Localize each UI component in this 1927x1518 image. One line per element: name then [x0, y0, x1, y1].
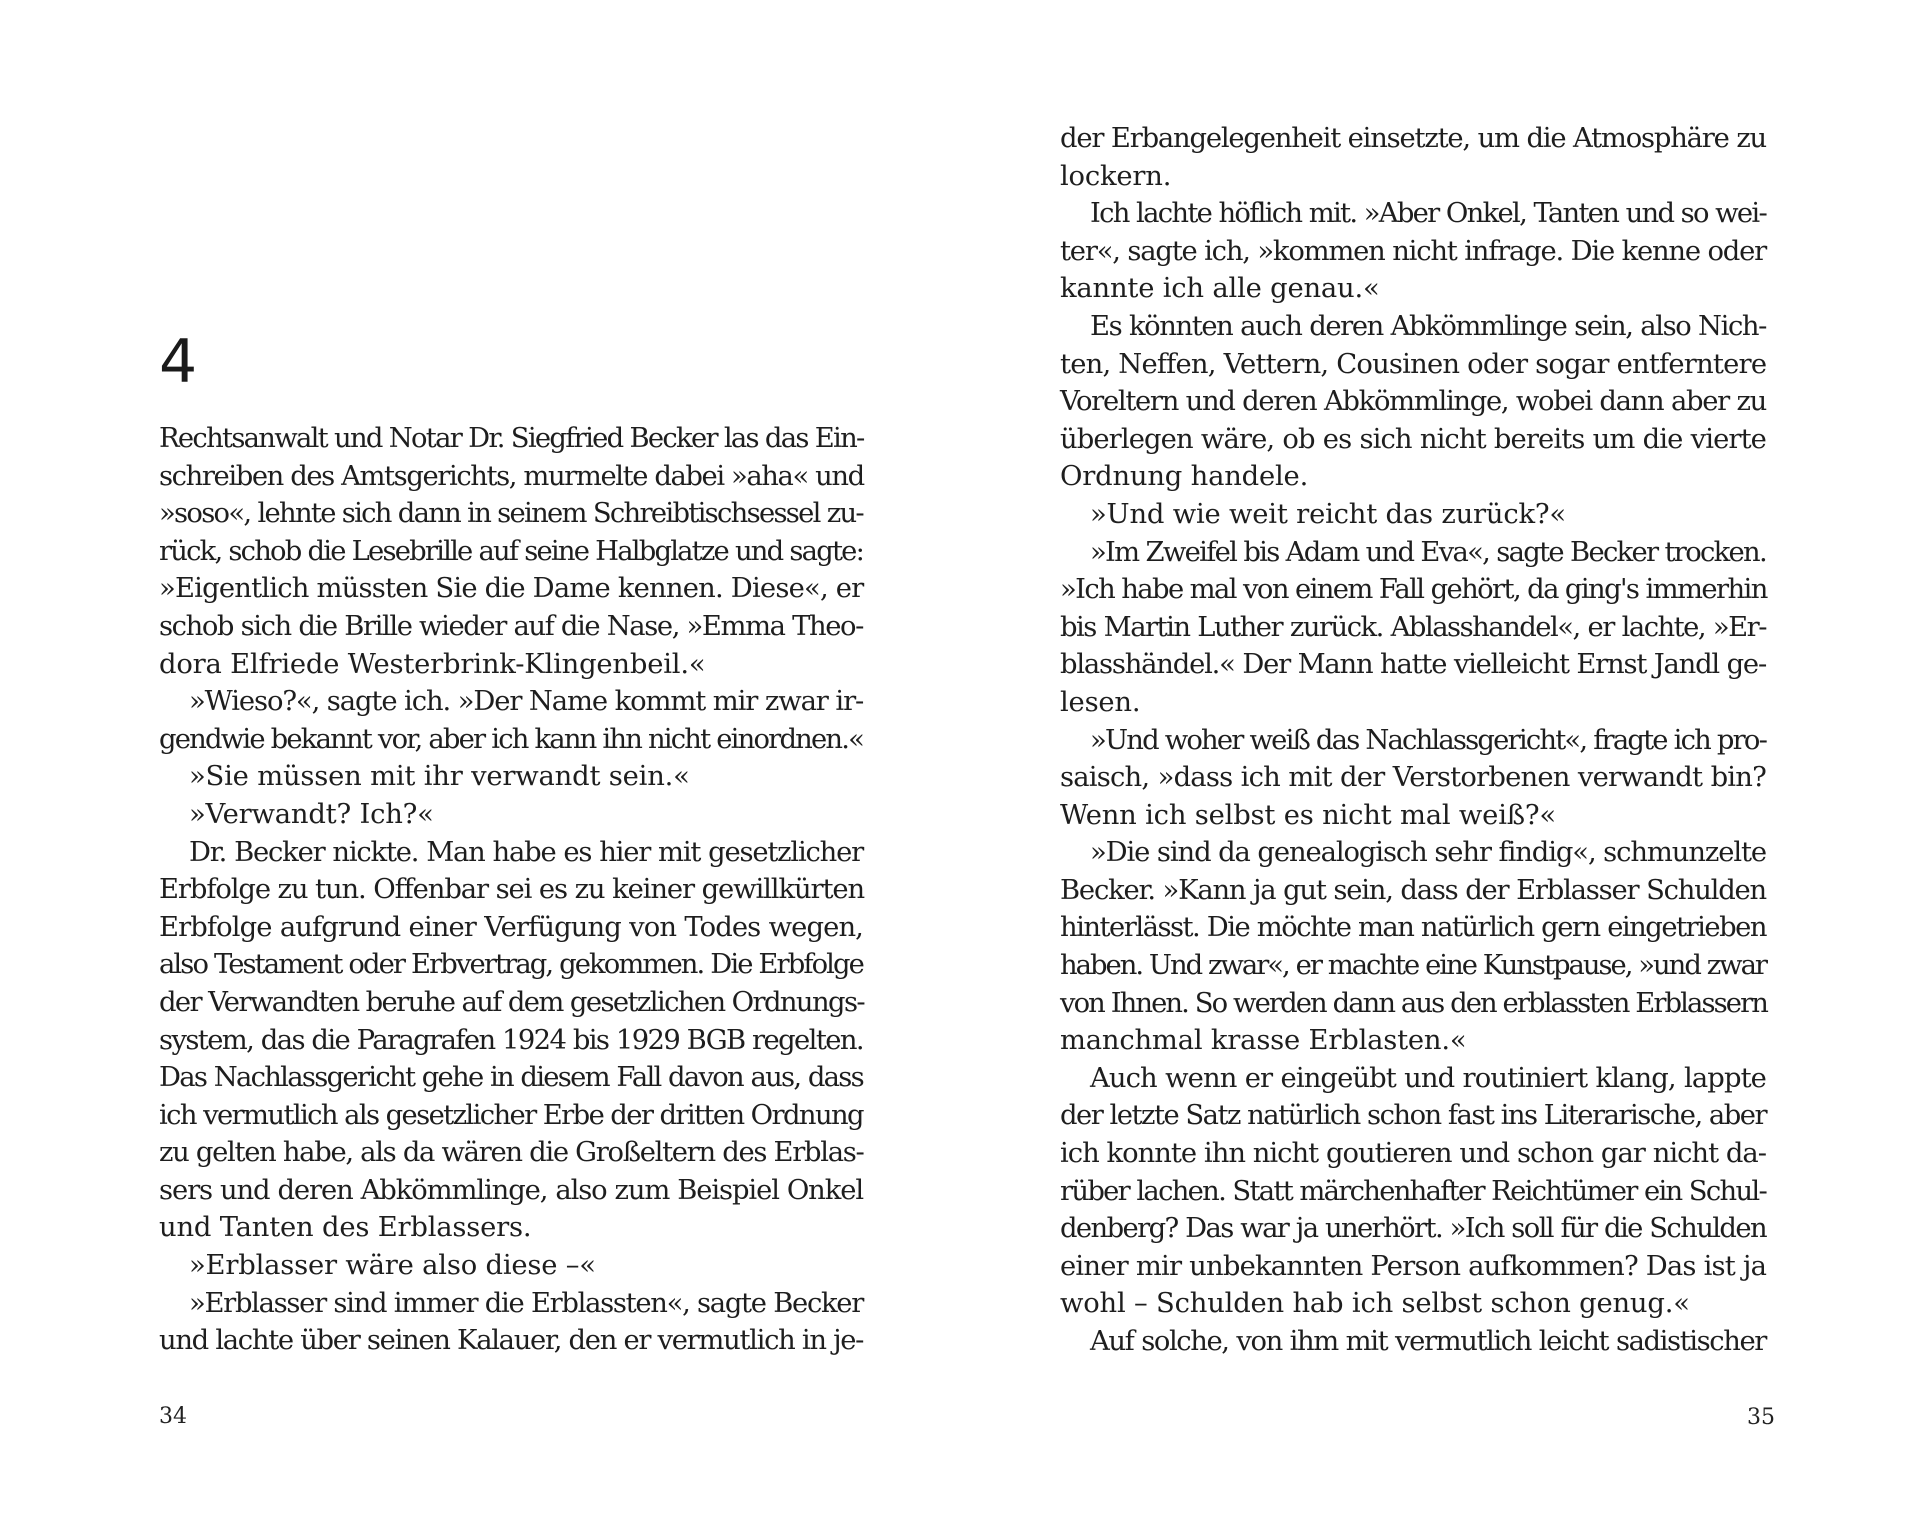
text-line: Es könnten auch deren Abkömmlinge sein, also Nich-	[1090, 310, 1766, 342]
text-line: ten, Neffen, Vettern, Cousinen oder sogar entferntere	[1060, 348, 1767, 380]
text-line: »Wieso?«, sagte ich. »Der Name kommt mir zwar ir-	[189, 686, 864, 718]
text-line: gendwie bekannt vor, aber ich kann ihn nicht einordnen.«	[159, 723, 864, 755]
text-line: system, das die Paragrafen 1924 bis 1929 BGB regelten.	[159, 1024, 863, 1056]
text-line: »soso«, lehnte sich dann in seinem Schreibtischsessel zu-	[159, 498, 863, 530]
text-line: der letzte Satz natürlich schon fast ins Literarische, aber	[1060, 1100, 1767, 1132]
text-line: und lachte über seinen Kalauer, den er vermutlich in je-	[159, 1325, 864, 1357]
text-line: »Und woher weiß das Nachlassgericht«, fragte ich pro-	[1090, 724, 1767, 756]
text-line: Voreltern und deren Abkömmlinge, wobei dann aber zu	[1060, 386, 1766, 418]
text-line: sers und deren Abkömmlinge, also zum Beispiel Onkel	[159, 1174, 863, 1206]
text-line: lockern.	[1060, 160, 1172, 192]
text-line: schreiben des Amtsgerichts, murmelte dabei »aha« und	[159, 460, 864, 492]
chapter-number: 4	[159, 327, 198, 397]
text-line: blasshändel.« Der Mann hatte vielleicht Ernst Jandl ge-	[1060, 649, 1766, 681]
text-line: Ordnung handele.	[1060, 461, 1309, 493]
text-line: haben. Und zwar«, er machte eine Kunstpause, »und zwar	[1060, 950, 1766, 982]
text-line: bis Martin Luther zurück. Ablasshandel«, er lachte, »Er-	[1060, 611, 1766, 643]
right-page	[963, 0, 1927, 1518]
text-line: also Testament oder Erbvertrag, gekommen. Die Erbfolge	[159, 949, 863, 981]
text-line: »Erblasser wäre also diese –«	[189, 1250, 596, 1282]
text-line: Wenn ich selbst es nicht mal weiß?«	[1060, 799, 1556, 831]
text-line: einer mir unbekannten Person aufkommen? Das ist ja	[1060, 1250, 1767, 1282]
text-line: lesen.	[1060, 686, 1141, 718]
right-page-body-text	[1060, 120, 1766, 1361]
left-page-number: 34	[159, 1404, 187, 1429]
text-line: der Erbangelegenheit einsetzte, um die Atmosphäre zu	[1060, 123, 1766, 154]
text-line: denberg? Das war ja unerhört. »Ich soll für die Schulden	[1060, 1213, 1766, 1245]
text-line: manchmal krasse Erblasten.«	[1060, 1025, 1467, 1057]
text-line: Auch wenn er eingeübt und routiniert klang, lappte	[1090, 1062, 1766, 1094]
text-line: rück, schob die Lesebrille auf seine Halbglatze und sagte:	[159, 535, 863, 567]
text-line: »Eigentlich müssten Sie die Dame kennen. Diese«, er	[159, 573, 864, 605]
text-line: hinterlässt. Die möchte man natürlich gern eingetrieben	[1060, 912, 1766, 944]
text-line: Rechtsanwalt und Notar Dr. Siegfried Becker las das Ein-	[159, 423, 864, 454]
text-line: Dr. Becker nickte. Man habe es hier mit gesetzlicher	[189, 836, 863, 868]
text-line: Becker. »Kann ja gut sein, dass der Erblasser Schulden	[1060, 874, 1766, 906]
text-line: der Verwandten beruhe auf dem gesetzlichen Ordnungs-	[159, 986, 865, 1018]
text-line: überlegen wäre, ob es sich nicht bereits um die vierte	[1060, 423, 1766, 455]
text-line: von Ihnen. So werden dann aus den erblassten Erblassern	[1060, 987, 1768, 1019]
text-line: kannte ich alle genau.«	[1060, 273, 1380, 305]
text-line: ter«, sagte ich, »kommen nicht infrage. Die kenne oder	[1060, 235, 1766, 267]
text-line: ich konnte ihn nicht goutieren und schon gar nicht da-	[1060, 1138, 1766, 1170]
text-line: und Tanten des Erblassers.	[159, 1212, 532, 1244]
text-line: »Ich habe mal von einem Fall gehört, da ging's immerhin	[1060, 574, 1767, 606]
text-line: »Sie müssen mit ihr verwandt sein.«	[189, 761, 690, 793]
text-line: »Erblasser sind immer die Erblassten«, sagte Becker	[189, 1287, 863, 1319]
text-line: zu gelten habe, als da wären die Großeltern des Erblas-	[159, 1137, 864, 1169]
text-line: Erbfolge aufgrund einer Verfügung von Todes wegen,	[159, 911, 863, 943]
text-line: Erbfolge zu tun. Offenbar sei es zu keiner gewillkürten	[159, 874, 865, 906]
text-line: »Die sind da genealogisch sehr findig«, schmunzelte	[1090, 837, 1766, 869]
text-line: »Und wie weit reicht das zurück?«	[1090, 498, 1566, 530]
right-page-number: 35	[1747, 1405, 1775, 1430]
text-line: rüber lachen. Statt märchenhafter Reichtümer ein Schul-	[1060, 1175, 1766, 1207]
text-line: Auf solche, von ihm mit vermutlich leicht sadistischer	[1090, 1326, 1766, 1357]
text-line: Das Nachlassgericht gehe in diesem Fall davon aus, dass	[159, 1062, 863, 1094]
text-line: wohl – Schulden hab ich selbst schon genug.«	[1060, 1288, 1690, 1320]
left-page	[0, 0, 963, 1518]
text-line: schob sich die Brille wieder auf die Nase, »Emma Theo-	[159, 610, 863, 642]
text-line: ich vermutlich als gesetzlicher Erbe der dritten Ordnung	[159, 1099, 863, 1131]
text-line: dora Elfriede Westerbrink-Klingenbeil.«	[159, 648, 706, 680]
text-line: »Verwandt? Ich?«	[189, 798, 434, 830]
text-line: saisch, »dass ich mit der Verstorbenen verwandt bin?	[1060, 762, 1766, 794]
left-page-body-text	[159, 420, 863, 1360]
text-line: »Im Zweifel bis Adam und Eva«, sagte Becker trocken.	[1090, 536, 1766, 568]
text-line: Ich lachte höflich mit. »Aber Onkel, Tanten und so wei-	[1090, 198, 1766, 230]
